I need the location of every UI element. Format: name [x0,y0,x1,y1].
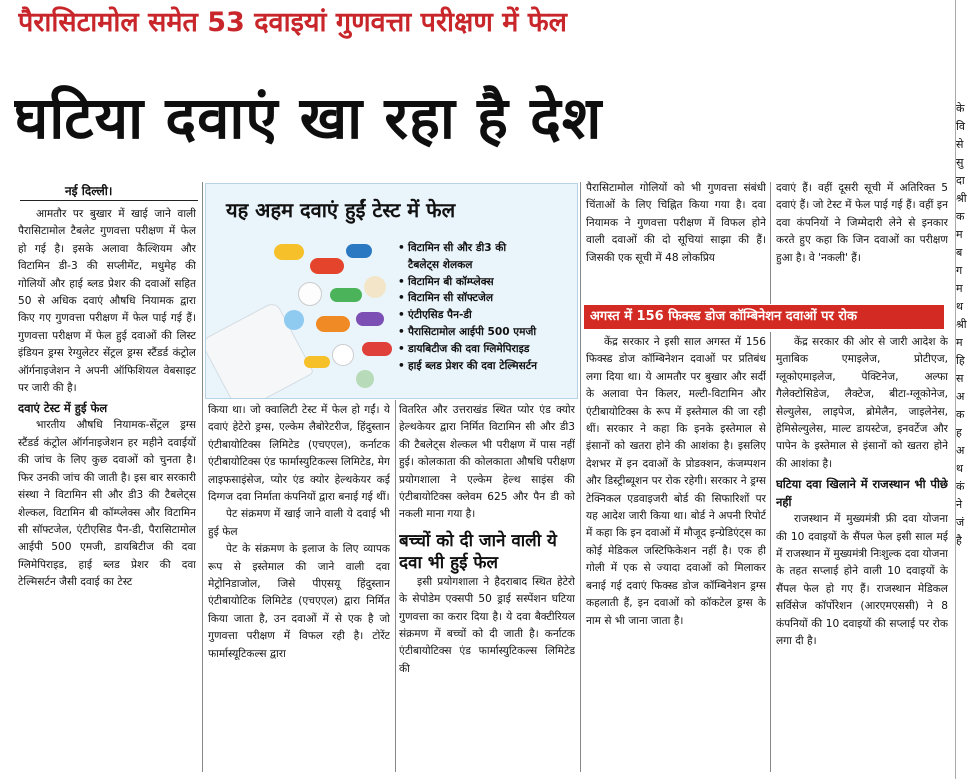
paragraph: पैरासिटामोल गोलियों को भी गुणवत्ता संबंधी चिंताओं के लिए चिह्नित किया गया है। दवा नियामक ने गुणवत्ता परीक्षण में विफल होने वाली दवाओं की दो सूचियां साझा की हैं। जिसकी एक सूची में 48 लोकप्रिय [586,182,766,264]
list-item: • विटामिन बी कॉम्प्लेक्स [398,274,574,291]
subheading: बच्चों को दी जाने वाली ये दवा भी हुई फेल [399,530,557,573]
text-fragment: हि [956,354,965,367]
text-fragment: स [956,372,964,385]
paragraph: दवाएं हैं। वहीं दूसरी सूची में अतिरिक्त 5 दवाएं हैं। जो टेस्ट में फेल पाई गई हैं। वहीं इन दवा कंपनियों ने जिम्मेदारी लेने से इनकार करते हुए कहा कि जिन दवाओं का परीक्षण हुआ है। वे 'नकली' हैं। [776,182,948,264]
paragraph: इसी प्रयोगशाला ने हैदराबाद स्थित हेटेरो के सेपोडेम एक्सपी 50 ड्राई सस्पेंशन घटिया गुणवत्ता का करार दिया है। ये दवा बैक्टीरियल संक्रमण में बच्चों को दी जाती है। कर्नाटक एंटीबायोटिक्स एंड फार्मास्युटिकल्स लिमिटेड की [399,575,575,675]
list-item: • हाई ब्लड प्रेशर की दवा टेल्मिसर्टन [398,358,574,375]
pill-icon [304,356,330,368]
column-rule [202,182,203,772]
text-fragment: अ [956,390,965,403]
text-fragment: अ [956,444,965,457]
infobox-title: यह अहम दवाएं हुईं टेस्ट में फेल [226,198,456,222]
subheading: घटिया दवा खिलाने में राजस्थान भी पीछे नहीं [776,477,948,510]
list-item: टैबलेट्स शेलकल [408,258,473,271]
text-fragment: श्री [956,318,967,331]
article-column-2 [208,402,390,774]
column-rule [770,182,771,304]
failed-drugs-list [398,240,574,374]
text-fragment: म [956,282,963,295]
article-column-1 [18,206,196,776]
kicker-headline: पैरासिटामोल समेत 53 दवाइयां गुणवत्ता परीक्षण में फेल [18,7,567,38]
section-banner: अगस्त में 156 फिक्स्ड डोज कॉम्बिनेशन दवाओं पर रोक [584,305,944,329]
adjacent-article-edge [955,0,976,779]
text-fragment: थ [956,462,964,475]
text-fragment: ह [956,426,962,439]
text-fragment: म [956,228,963,241]
pill-icon [310,258,344,274]
paragraph: किया था। जो क्वालिटी टेस्ट में फेल हो गईं। ये दवाएं हेटेरो ड्रग्स, एल्केम लैबोरेटरीज, हिंदुस्तान एंटीबायोटिक्स लिमिटेड (एचएएल), कर्नाटक एंटीबायोटिक्स एंड फार्मास्युटिकल्स लिमिटेड, मेग लाइफसाइंसेज, प्योर एंड क्योर हेल्थकेयर कई दिग्गज दवा निर्माता कंपनियों द्वारा बनाई गई थीं। [208,404,390,504]
text-fragment: श्री [956,192,967,205]
article-column-4-top [586,180,766,302]
text-fragment: है [956,534,962,547]
text-fragment: वि [956,120,965,133]
text-fragment: क [956,210,965,223]
text-fragment: क [956,408,965,421]
column-rule [770,332,771,772]
dateline: नई दिल्ली। [20,182,198,201]
paragraph: भारतीय औषधि नियामक-सेंट्रल ड्रग्स स्टैंडर्ड कंट्रोल ऑर्गनाइजेशन हर महीने दवाईयों की जांच के लिए कुछ दवाओं को चुनता है। फिर उनकी जांच की जाती है। इस बार सरकारी संस्था ने विटामिन सी और डी3 की टैबलेट्स शेल्कल, विटामिन बी कॉम्प्लेक्स और विटामिन सी सॉफ्टजेल, एंटीएसिड पैन-डी, पैरासिटामोल आईपी 500 एमजी, डायबिटीज की दवा ग्लिमेपिराइड, हाई ब्लड प्रेशर की दवा टेल्मिसर्टन जैसी दवाई का टेस्ट [18,419,196,589]
paragraph: केंद्र सरकार की ओर से जारी आदेश के मुताबिक एमाइलेज, प्रोटीएज, ग्लूकोएमाइलेज, पेक्टिनेज, अल्फा गैलेक्टोसिडेज, लैक्टेज, बीटा-ग्लूकोनेज, सेल्युलेस, लाइपेज, ब्रोमेलैन, जाइलेनेस, हेमिसेल्युलेस, माल्ट डायस्टेज, इनवर्टेज और पापेन के इस्तेमाल से इंसानों को खतरा होने की आशंका है। [776,336,948,470]
text-fragment: के [956,102,965,115]
paragraph: पेट संक्रमण में खाई जाने वाली ये दवाई भी हुई फेल [208,508,390,538]
paragraph: पेट के संक्रमण के इलाज के लिए व्यापक रूप से इस्तेमाल की जाने वाली दवा मेट्रोनिडाजोल, जिसे पीएसयू हिंदुस्तान एंटीबायोटिक लिमिटेड (एचएएल) द्वारा निर्मित किया जाता है, उन दवाओं में से एक है जो गुणवत्ता परीक्षण में विफल रही है। टोरेंट फार्मास्यूटिकल्स द्वारा [208,543,390,660]
text-fragment: थ [956,300,964,313]
failed-drugs-infobox [205,183,578,399]
article-column-4 [586,334,766,774]
column-rule [395,400,396,772]
article-column-5-top [776,180,948,302]
subheading: दवाएं टेस्ट में हुई फेल [18,401,108,416]
pill-icon [346,244,372,258]
pill-icon [298,282,322,306]
pill-icon [362,342,392,356]
pill-icon [356,370,374,388]
paragraph: आमतौर पर बुखार में खाई जाने वाली पैरासिटामोल टैबलेट गुणवत्ता परीक्षण में फेल हो गई है। इसके अलावा कैल्शियम और विटामिन डी-3 की सप्लीमेंट, मधुमेह की गोलियों और हाई ब्लड प्रेशर की दवाओं सहित 50 से अधिक दवाएं औषधि नियामक द्वारा किए गए गुणवत्ता परीक्षण में फेल पाई गई हैं। गुणवत्ता परीक्षण में फेल हुई दवाओं की लिस्ट इंडियन ड्रग्स रेग्युलेटर सेंट्रल ड्रग्स स्टैंडर्ड कंट्रोल ऑर्गनाइजेशन ने अपनी ऑफिशियल वेबसाइट पर जारी की है। [18,208,196,395]
text-fragment: से [956,138,964,151]
list-item: • विटामिन सी सॉफ्टजेल [398,290,574,307]
article-column-3 [399,402,575,774]
list-item: • एंटीएसिड पैन-डी [398,307,574,324]
text-fragment: दा [956,174,965,187]
pill-icon [316,316,350,332]
paragraph: केंद्र सरकार ने इसी साल अगस्त में 156 फिक्स्ड डोज कॉम्बिनेशन दवाओं पर प्रतिबंध लगा दिया था। ये आमतौर पर बुखार और सर्दी के अलावा पेन किलर, मल्टी-विटामिन और एंटीबायोटिक्स के रूप में इस्तेमाल की जा रही थीं। सरकार ने कहा कि इनके इस्तेमाल से इंसानों को खतरा होने की आशंका है। इसलिए देशभर में इन दवाओं के प्रोडक्शन, कंजम्पशन और डिस्ट्रीब्यूशन पर रोक रहेगी। सरकार ने ड्रग्स टेक्निकल एडवाइजरी बोर्ड की सिफारिशों पर यह आदेश जारी किया था। बोर्ड ने अपनी रिपोर्ट में कहा कि इन दवाओं में मौजूद इन्ग्रेडिएंट्स का कोई मेडिकल जस्टिफिकेशन नहीं है। एक ही गोली में एक से ज्यादा दवाओं को मिलाकर बनाई गई दवाएं फिक्स्ड डोज कॉम्बिनेशन ड्रग्स कहलाती हैं, इन दवाओं को कॉकटेल ड्रग्स के नाम से भी जाना जाता है। [586,336,766,627]
column-rule [580,182,581,772]
main-headline: घटिया दवाएं खा रहा है देश [14,84,603,152]
pill-icon [356,312,384,326]
list-item: • विटामिन सी और डी3 की [398,240,574,257]
list-item: • डायबिटीज की दवा ग्लिमेपिराइड [398,341,574,358]
text-fragment: ग [956,264,963,277]
pill-icon [274,244,304,260]
text-fragment: कं [956,480,965,493]
text-fragment: म [956,336,963,349]
pill-icon [364,276,386,298]
text-fragment: जं [956,516,965,529]
paragraph: वितरित और उत्तराखंड स्थित प्योर एंड क्योर हेल्थकेयर द्वारा निर्मित विटामिन सी और डी3 की टैबलेट्स शेल्कल भी परीक्षण में पास नहीं हुई। कोलकाता की कोलकाता औषधि परीक्षण प्रयोगशाला ने एल्केम हेल्थ साइंस की एंटीबायोटिक्स क्लेवम 625 और पैन डी को नकली माना गया है। [399,404,575,521]
list-item: • पैरासिटामोल आईपी 500 एमजी [398,324,574,341]
text-fragment: ब [956,246,963,259]
pill-icon [332,344,354,366]
pill-icon [330,288,362,302]
text-fragment: ने [956,498,963,511]
paragraph: राजस्थान में मुख्यमंत्री फ्री दवा योजना की 10 दवाइयों के सैंपल फेल इसी साल मई में राजस्थान में मुख्यमंत्री निःशुल्क दवा योजना के तहत सप्लाई होने वाली 10 दवाइयों के सैंपल फेल हो गए हैं। राजस्थान मेडिकल सर्विसेज कॉर्पोरेशन (आरएमएससी) ने 8 कंपनियों की 10 दवाइयों की सप्लाई पर रोक लगा दी है। [776,513,948,648]
pill-icon [284,310,304,330]
text-fragment: सु [956,156,964,169]
article-column-5 [776,334,948,774]
